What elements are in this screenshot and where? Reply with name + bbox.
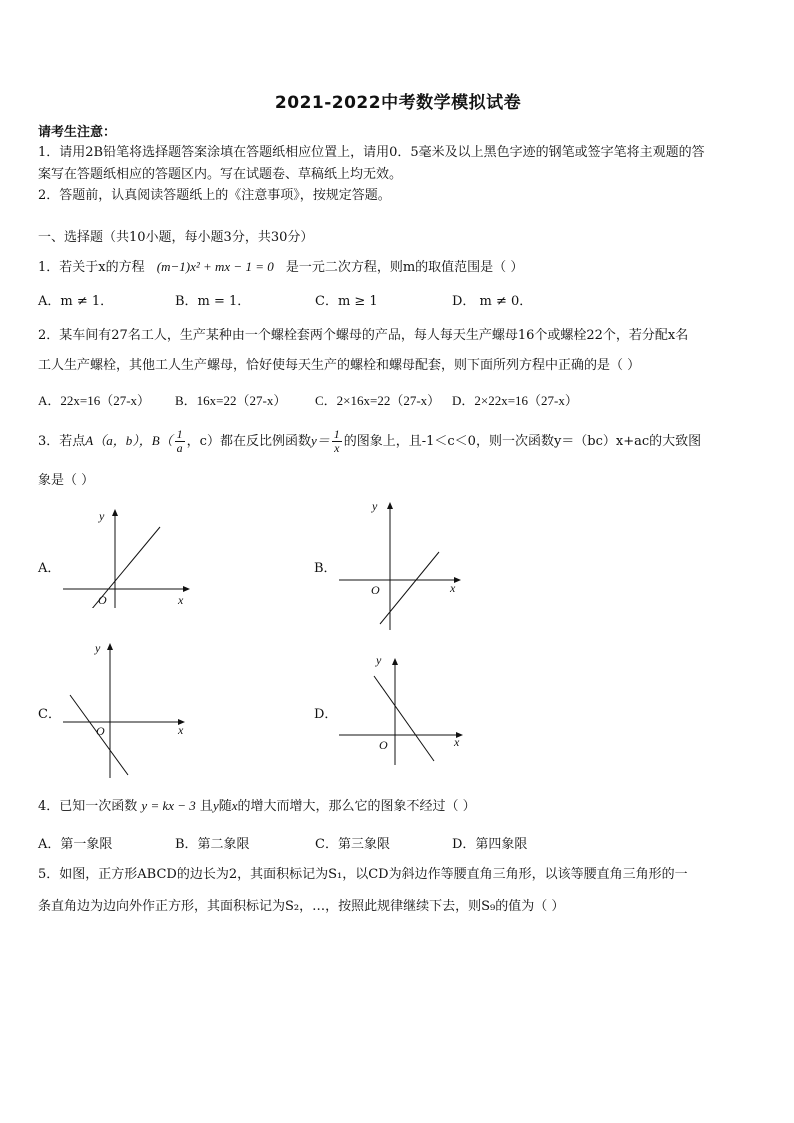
q1-suffix: 是一元二次方程，则m的取值范围是（ ） <box>285 260 524 275</box>
q1-option-b[interactable]: B．m = 1． <box>175 294 251 309</box>
q4-equation: y = kx − 3 <box>141 798 196 813</box>
question-2-line-2: 工人生产螺栓，其他工人生产螺母，恰好使每天生产的螺栓和螺母配套，则下面所列方程中正确的是（ ） <box>38 358 641 373</box>
graph-d-y-arrow <box>392 658 398 665</box>
graph-d-x-label: x <box>454 735 460 749</box>
q3-point-a: A（a，b），B（ <box>85 433 173 449</box>
notice-item-1-cont: 案写在答题纸相应的答题区内。写在试题卷、草稿纸上均无效。 <box>38 167 403 182</box>
q1-option-d[interactable]: D． m ≠ 0． <box>452 294 533 309</box>
graph-d-origin-label: O <box>379 738 388 752</box>
notice-item-1: 1．请用2B铅笔将选择题答案涂填在答题纸相应位置上，请用0．5毫米及以上黑色字迹的钢笔或签字笔将主观题的答 <box>38 145 705 160</box>
q4-x: x <box>231 798 238 813</box>
graph-a-origin-label: O <box>98 593 107 607</box>
question-3-line-2: 象是（ ） <box>38 473 95 488</box>
q4-y: y <box>212 798 219 813</box>
q4-option-b[interactable]: B．第二象限 <box>175 837 250 852</box>
q4-option-a[interactable]: A．第一象限 <box>38 837 113 852</box>
q2-option-d[interactable]: D．2×22x=16（27-x） <box>452 393 578 408</box>
q2-option-a[interactable]: A．22x=16（27-x） <box>38 393 151 408</box>
graph-d <box>334 651 474 765</box>
question-2-line-1: 2．某车间有27名工人，生产某种由一个螺栓套两个螺母的产品，每人每天生产螺母16个或螺栓22个，若分配x名 <box>38 328 689 343</box>
graph-b-y-arrow <box>387 502 393 509</box>
graph-b-origin-label: O <box>371 583 380 597</box>
q3-fraction-1-over-x <box>332 428 342 455</box>
notice-heading: 请考生注意： <box>38 125 117 140</box>
q1-equation: (m−1)x² + mx − 1 = 0 <box>156 259 274 274</box>
graph-c-x-label: x <box>178 723 184 737</box>
question-5-line-1: 5．如图，正方形ABCD的边长为2，其面积标记为S₁，以CD为斜边作等腰直角三角形，以该等腰直角三角形的一 <box>38 867 688 882</box>
graph-a-y-arrow <box>112 509 118 516</box>
q4-option-d[interactable]: D．第四象限 <box>452 837 528 852</box>
graph-c-label[interactable]: C． <box>38 707 61 722</box>
q3-part1: 3．若点 <box>38 434 86 450</box>
question-5-line-2: 条直角边为边向外作正方形，其面积标记为S₂，…，按照此规律继续下去，则S₉的值为（ ） <box>38 899 565 914</box>
graph-b-label[interactable]: B． <box>314 561 337 576</box>
graph-a-y-label: y <box>99 509 105 523</box>
q2-option-c[interactable]: C．2×16x=22（27-x） <box>315 393 441 408</box>
q3-frac1-den: a <box>176 441 183 456</box>
q3-func: y＝ <box>310 433 330 449</box>
graph-a-label[interactable]: A． <box>38 561 61 576</box>
q4-suffix: 的增大而增大，那么它的图象不经过（ ） <box>237 799 476 814</box>
question-4 <box>38 795 476 814</box>
graph-c-origin-label: O <box>96 724 105 738</box>
q2-option-b[interactable]: B．16x=22（27-x） <box>175 393 287 408</box>
notice-item-2: 2．答题前，认真阅读答题纸上的《注意事项》，按规定答题。 <box>38 188 391 203</box>
q1-prefix: 1．若关于x的方程 <box>38 260 145 275</box>
graph-b-line <box>380 552 439 624</box>
page-title: 2021-2022中考数学模拟试卷 <box>274 93 522 113</box>
question-3-line-1 <box>38 428 701 455</box>
graph-d-label[interactable]: D． <box>314 707 338 722</box>
graph-b-y-label: y <box>372 499 378 513</box>
section-heading: 一、选择题（共10小题，每小题3分，共30分） <box>38 230 314 245</box>
q3-frac2-den: x <box>334 441 340 456</box>
q4-middle2: 随 <box>218 799 232 814</box>
graph-a <box>58 508 198 608</box>
graph-a-x-arrow <box>183 586 190 592</box>
q4-prefix: 4．已知一次函数 <box>38 799 138 814</box>
graph-c <box>58 640 198 778</box>
graph-c-y-label: y <box>95 641 101 655</box>
q3-fraction-1-over-a <box>175 428 185 455</box>
q4-option-c[interactable]: C．第三象限 <box>315 837 390 852</box>
q3-part2: 的图象上，且-1＜c＜0，则一次函数y＝（bc）x+ac的大致图 <box>343 434 702 450</box>
q4-middle: 且 <box>199 799 213 814</box>
q3-frac2-num: 1 <box>333 427 340 441</box>
graph-a-x-label: x <box>178 593 184 607</box>
q3-point-b-end: ，c）都在反比例函数 <box>186 434 311 450</box>
graph-d-y-label: y <box>376 653 382 667</box>
graph-b <box>334 496 474 630</box>
graph-c-y-arrow <box>107 643 113 650</box>
question-1 <box>38 256 523 275</box>
q1-option-c[interactable]: C．m ≥ 1 <box>315 294 378 309</box>
q3-frac1-num: 1 <box>176 427 183 441</box>
q1-option-a[interactable]: A．m ≠ 1． <box>38 294 114 309</box>
graph-b-x-label: x <box>450 581 456 595</box>
